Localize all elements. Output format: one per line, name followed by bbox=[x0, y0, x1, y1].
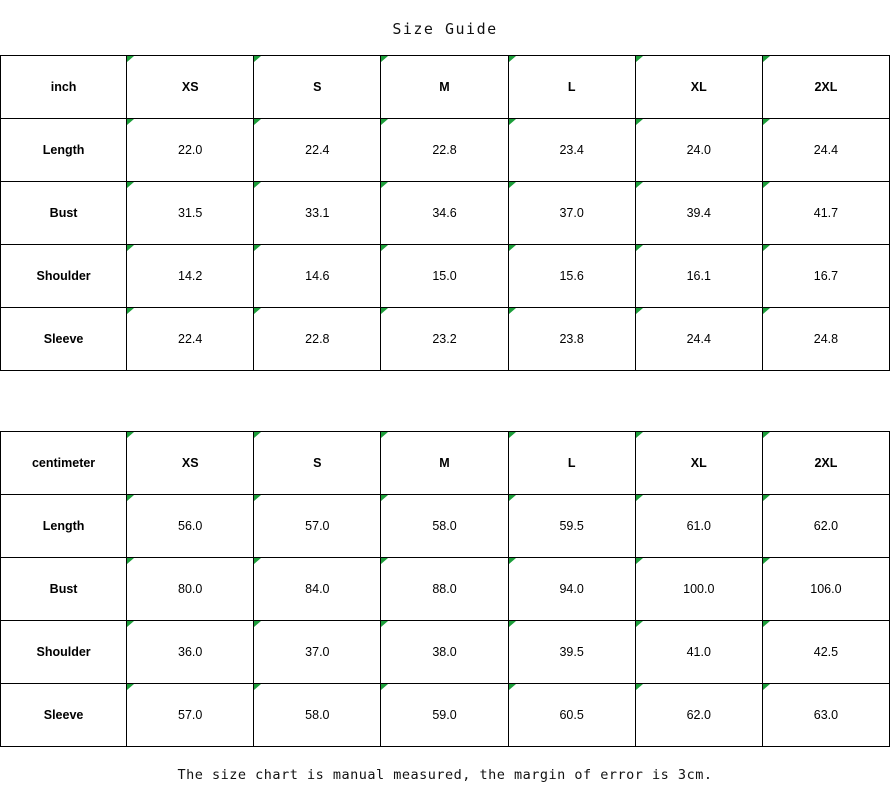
cell-bust-2xl: 41.7 bbox=[762, 182, 889, 245]
column-header-xs: XS bbox=[127, 432, 254, 495]
cell-length-m: 22.8 bbox=[381, 119, 508, 182]
column-header-xs: XS bbox=[127, 56, 254, 119]
cell-length-xs: 56.0 bbox=[127, 495, 254, 558]
row-label-sleeve: Sleeve bbox=[1, 684, 127, 747]
table-header-row bbox=[1, 432, 890, 495]
row-label-sleeve: Sleeve bbox=[1, 308, 127, 371]
unit-label-centimeter: centimeter bbox=[1, 432, 127, 495]
measurement-disclaimer: The size chart is manual measured, the margin of error is 3cm. bbox=[177, 767, 713, 783]
cell-sleeve-xs: 22.4 bbox=[127, 308, 254, 371]
column-header-s: S bbox=[254, 432, 381, 495]
cell-shoulder-xl: 41.0 bbox=[635, 621, 762, 684]
table-separator bbox=[0, 371, 890, 431]
column-header-m: M bbox=[381, 432, 508, 495]
column-header-2xl: 2XL bbox=[762, 56, 889, 119]
row-label-length: Length bbox=[1, 119, 127, 182]
cell-shoulder-2xl: 42.5 bbox=[762, 621, 889, 684]
row-label-bust: Bust bbox=[1, 182, 127, 245]
cell-shoulder-l: 39.5 bbox=[508, 621, 635, 684]
cell-shoulder-2xl: 16.7 bbox=[762, 245, 889, 308]
cell-bust-l: 37.0 bbox=[508, 182, 635, 245]
cell-sleeve-l: 60.5 bbox=[508, 684, 635, 747]
cell-length-xl: 24.0 bbox=[635, 119, 762, 182]
cell-sleeve-2xl: 24.8 bbox=[762, 308, 889, 371]
column-header-s: S bbox=[254, 56, 381, 119]
cell-sleeve-xl: 62.0 bbox=[635, 684, 762, 747]
cell-shoulder-xs: 14.2 bbox=[127, 245, 254, 308]
cell-sleeve-l: 23.8 bbox=[508, 308, 635, 371]
row-label-bust: Bust bbox=[1, 558, 127, 621]
size-tables bbox=[0, 55, 890, 747]
cell-length-l: 59.5 bbox=[508, 495, 635, 558]
column-header-2xl: 2XL bbox=[762, 432, 889, 495]
column-header-m: M bbox=[381, 56, 508, 119]
table-header-row bbox=[1, 56, 890, 119]
cell-bust-xl: 39.4 bbox=[635, 182, 762, 245]
cell-length-m: 58.0 bbox=[381, 495, 508, 558]
cell-sleeve-2xl: 63.0 bbox=[762, 684, 889, 747]
row-label-length: Length bbox=[1, 495, 127, 558]
cell-sleeve-m: 59.0 bbox=[381, 684, 508, 747]
cell-shoulder-xl: 16.1 bbox=[635, 245, 762, 308]
cell-length-s: 22.4 bbox=[254, 119, 381, 182]
table-row bbox=[1, 182, 890, 245]
column-header-l: L bbox=[508, 56, 635, 119]
cell-sleeve-m: 23.2 bbox=[381, 308, 508, 371]
cell-shoulder-s: 14.6 bbox=[254, 245, 381, 308]
cell-length-xs: 22.0 bbox=[127, 119, 254, 182]
cell-bust-xl: 100.0 bbox=[635, 558, 762, 621]
table-row bbox=[1, 558, 890, 621]
cell-shoulder-m: 38.0 bbox=[381, 621, 508, 684]
cell-sleeve-xs: 57.0 bbox=[127, 684, 254, 747]
row-label-shoulder: Shoulder bbox=[1, 621, 127, 684]
cell-shoulder-l: 15.6 bbox=[508, 245, 635, 308]
unit-label-inch: inch bbox=[1, 56, 127, 119]
cell-length-2xl: 24.4 bbox=[762, 119, 889, 182]
cell-length-s: 57.0 bbox=[254, 495, 381, 558]
table-row bbox=[1, 119, 890, 182]
cell-length-2xl: 62.0 bbox=[762, 495, 889, 558]
cell-bust-xs: 31.5 bbox=[127, 182, 254, 245]
column-header-xl: XL bbox=[635, 56, 762, 119]
row-label-shoulder: Shoulder bbox=[1, 245, 127, 308]
cell-bust-2xl: 106.0 bbox=[762, 558, 889, 621]
table-row bbox=[1, 621, 890, 684]
size-table-centimeter bbox=[0, 431, 890, 747]
column-header-xl: XL bbox=[635, 432, 762, 495]
cell-bust-l: 94.0 bbox=[508, 558, 635, 621]
table-row bbox=[1, 308, 890, 371]
cell-length-l: 23.4 bbox=[508, 119, 635, 182]
cell-bust-xs: 80.0 bbox=[127, 558, 254, 621]
column-header-l: L bbox=[508, 432, 635, 495]
cell-bust-m: 34.6 bbox=[381, 182, 508, 245]
table-row bbox=[1, 495, 890, 558]
cell-length-xl: 61.0 bbox=[635, 495, 762, 558]
cell-sleeve-s: 22.8 bbox=[254, 308, 381, 371]
cell-bust-s: 33.1 bbox=[254, 182, 381, 245]
cell-shoulder-m: 15.0 bbox=[381, 245, 508, 308]
cell-bust-s: 84.0 bbox=[254, 558, 381, 621]
page-title: Size Guide bbox=[392, 20, 498, 38]
table-row bbox=[1, 684, 890, 747]
cell-shoulder-xs: 36.0 bbox=[127, 621, 254, 684]
cell-sleeve-xl: 24.4 bbox=[635, 308, 762, 371]
size-table-inch bbox=[0, 55, 890, 371]
cell-sleeve-s: 58.0 bbox=[254, 684, 381, 747]
cell-shoulder-s: 37.0 bbox=[254, 621, 381, 684]
cell-bust-m: 88.0 bbox=[381, 558, 508, 621]
table-row bbox=[1, 245, 890, 308]
